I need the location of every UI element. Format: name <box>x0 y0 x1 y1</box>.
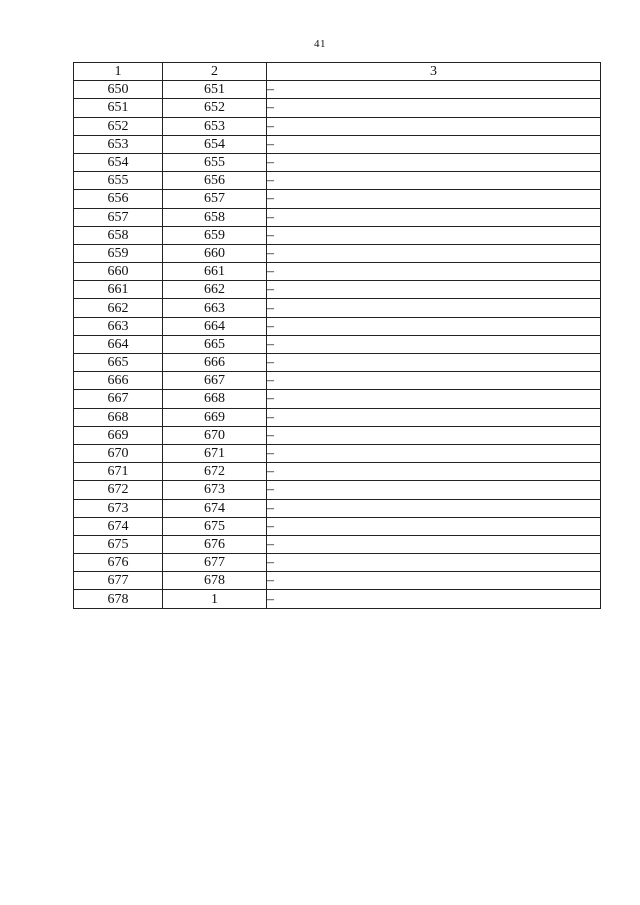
cell-to: 669 <box>163 408 267 426</box>
table-row <box>74 572 601 590</box>
cell-from: 658 <box>74 226 163 244</box>
cell-from: 657 <box>74 208 163 226</box>
table-row <box>74 190 601 208</box>
table-row <box>74 444 601 462</box>
cell-to: 663 <box>163 299 267 317</box>
cell-to: 655 <box>163 153 267 171</box>
table-row <box>74 208 601 226</box>
data-table <box>73 62 601 609</box>
cell-from: 676 <box>74 554 163 572</box>
cell-note: – <box>267 481 601 499</box>
cell-to: 677 <box>163 554 267 572</box>
cell-from: 652 <box>74 117 163 135</box>
cell-from: 654 <box>74 153 163 171</box>
cell-from: 669 <box>74 426 163 444</box>
column-header-3: 3 <box>267 63 601 81</box>
page-number: 41 <box>314 38 326 50</box>
cell-from: 662 <box>74 299 163 317</box>
table-row <box>74 408 601 426</box>
cell-from: 670 <box>74 444 163 462</box>
cell-note: – <box>267 408 601 426</box>
cell-note: – <box>267 590 601 608</box>
cell-to: 671 <box>163 444 267 462</box>
cell-from: 665 <box>74 354 163 372</box>
cell-note: – <box>267 390 601 408</box>
table-row <box>74 390 601 408</box>
cell-to: 653 <box>163 117 267 135</box>
cell-from: 668 <box>74 408 163 426</box>
cell-from: 651 <box>74 99 163 117</box>
cell-from: 664 <box>74 335 163 353</box>
table-row <box>74 172 601 190</box>
cell-from: 655 <box>74 172 163 190</box>
cell-note: – <box>267 81 601 99</box>
table-row <box>74 426 601 444</box>
cell-to: 673 <box>163 481 267 499</box>
cell-note: – <box>267 463 601 481</box>
table-row <box>74 244 601 262</box>
cell-note: – <box>267 172 601 190</box>
table-row <box>74 99 601 117</box>
cell-note: – <box>267 208 601 226</box>
cell-note: – <box>267 499 601 517</box>
table-row <box>74 281 601 299</box>
cell-to: 661 <box>163 263 267 281</box>
table-row <box>74 81 601 99</box>
table-row <box>74 535 601 553</box>
cell-from: 672 <box>74 481 163 499</box>
table-row <box>74 135 601 153</box>
table-header-row <box>74 63 601 81</box>
cell-from: 659 <box>74 244 163 262</box>
table-row <box>74 153 601 171</box>
table-row <box>74 372 601 390</box>
cell-from: 663 <box>74 317 163 335</box>
cell-from: 653 <box>74 135 163 153</box>
cell-note: – <box>267 190 601 208</box>
table-row <box>74 481 601 499</box>
column-header-2: 2 <box>163 63 267 81</box>
table-body <box>74 81 601 608</box>
cell-to: 651 <box>163 81 267 99</box>
table-row <box>74 117 601 135</box>
cell-note: – <box>267 99 601 117</box>
cell-to: 658 <box>163 208 267 226</box>
cell-to: 654 <box>163 135 267 153</box>
column-header-1: 1 <box>74 63 163 81</box>
cell-note: – <box>267 517 601 535</box>
cell-to: 674 <box>163 499 267 517</box>
cell-to: 664 <box>163 317 267 335</box>
table-row <box>74 299 601 317</box>
cell-from: 667 <box>74 390 163 408</box>
cell-from: 678 <box>74 590 163 608</box>
table-row <box>74 226 601 244</box>
cell-note: – <box>267 554 601 572</box>
cell-note: – <box>267 153 601 171</box>
cell-from: 660 <box>74 263 163 281</box>
cell-to: 660 <box>163 244 267 262</box>
cell-to: 666 <box>163 354 267 372</box>
table-row <box>74 517 601 535</box>
cell-note: – <box>267 135 601 153</box>
cell-note: – <box>267 335 601 353</box>
cell-note: – <box>267 572 601 590</box>
cell-note: – <box>267 317 601 335</box>
cell-from: 661 <box>74 281 163 299</box>
cell-to: 662 <box>163 281 267 299</box>
cell-to: 652 <box>163 99 267 117</box>
cell-to: 665 <box>163 335 267 353</box>
cell-to: 676 <box>163 535 267 553</box>
cell-note: – <box>267 281 601 299</box>
cell-from: 673 <box>74 499 163 517</box>
table-row <box>74 317 601 335</box>
cell-note: – <box>267 426 601 444</box>
cell-to: 659 <box>163 226 267 244</box>
cell-from: 666 <box>74 372 163 390</box>
cell-note: – <box>267 535 601 553</box>
cell-note: – <box>267 117 601 135</box>
table-row <box>74 335 601 353</box>
cell-from: 650 <box>74 81 163 99</box>
cell-note: – <box>267 372 601 390</box>
cell-from: 674 <box>74 517 163 535</box>
cell-from: 656 <box>74 190 163 208</box>
cell-to: 675 <box>163 517 267 535</box>
table-row <box>74 554 601 572</box>
cell-note: – <box>267 299 601 317</box>
cell-note: – <box>267 263 601 281</box>
cell-to: 672 <box>163 463 267 481</box>
table-row <box>74 463 601 481</box>
cell-note: – <box>267 354 601 372</box>
table-row <box>74 499 601 517</box>
cell-from: 677 <box>74 572 163 590</box>
cell-to: 667 <box>163 372 267 390</box>
cell-note: – <box>267 244 601 262</box>
cell-from: 671 <box>74 463 163 481</box>
cell-to: 657 <box>163 190 267 208</box>
cell-note: – <box>267 226 601 244</box>
cell-to: 1 <box>163 590 267 608</box>
table-row <box>74 590 601 608</box>
cell-from: 675 <box>74 535 163 553</box>
cell-to: 678 <box>163 572 267 590</box>
cell-note: – <box>267 444 601 462</box>
cell-to: 670 <box>163 426 267 444</box>
cell-to: 668 <box>163 390 267 408</box>
table-row <box>74 263 601 281</box>
cell-to: 656 <box>163 172 267 190</box>
table-row <box>74 354 601 372</box>
